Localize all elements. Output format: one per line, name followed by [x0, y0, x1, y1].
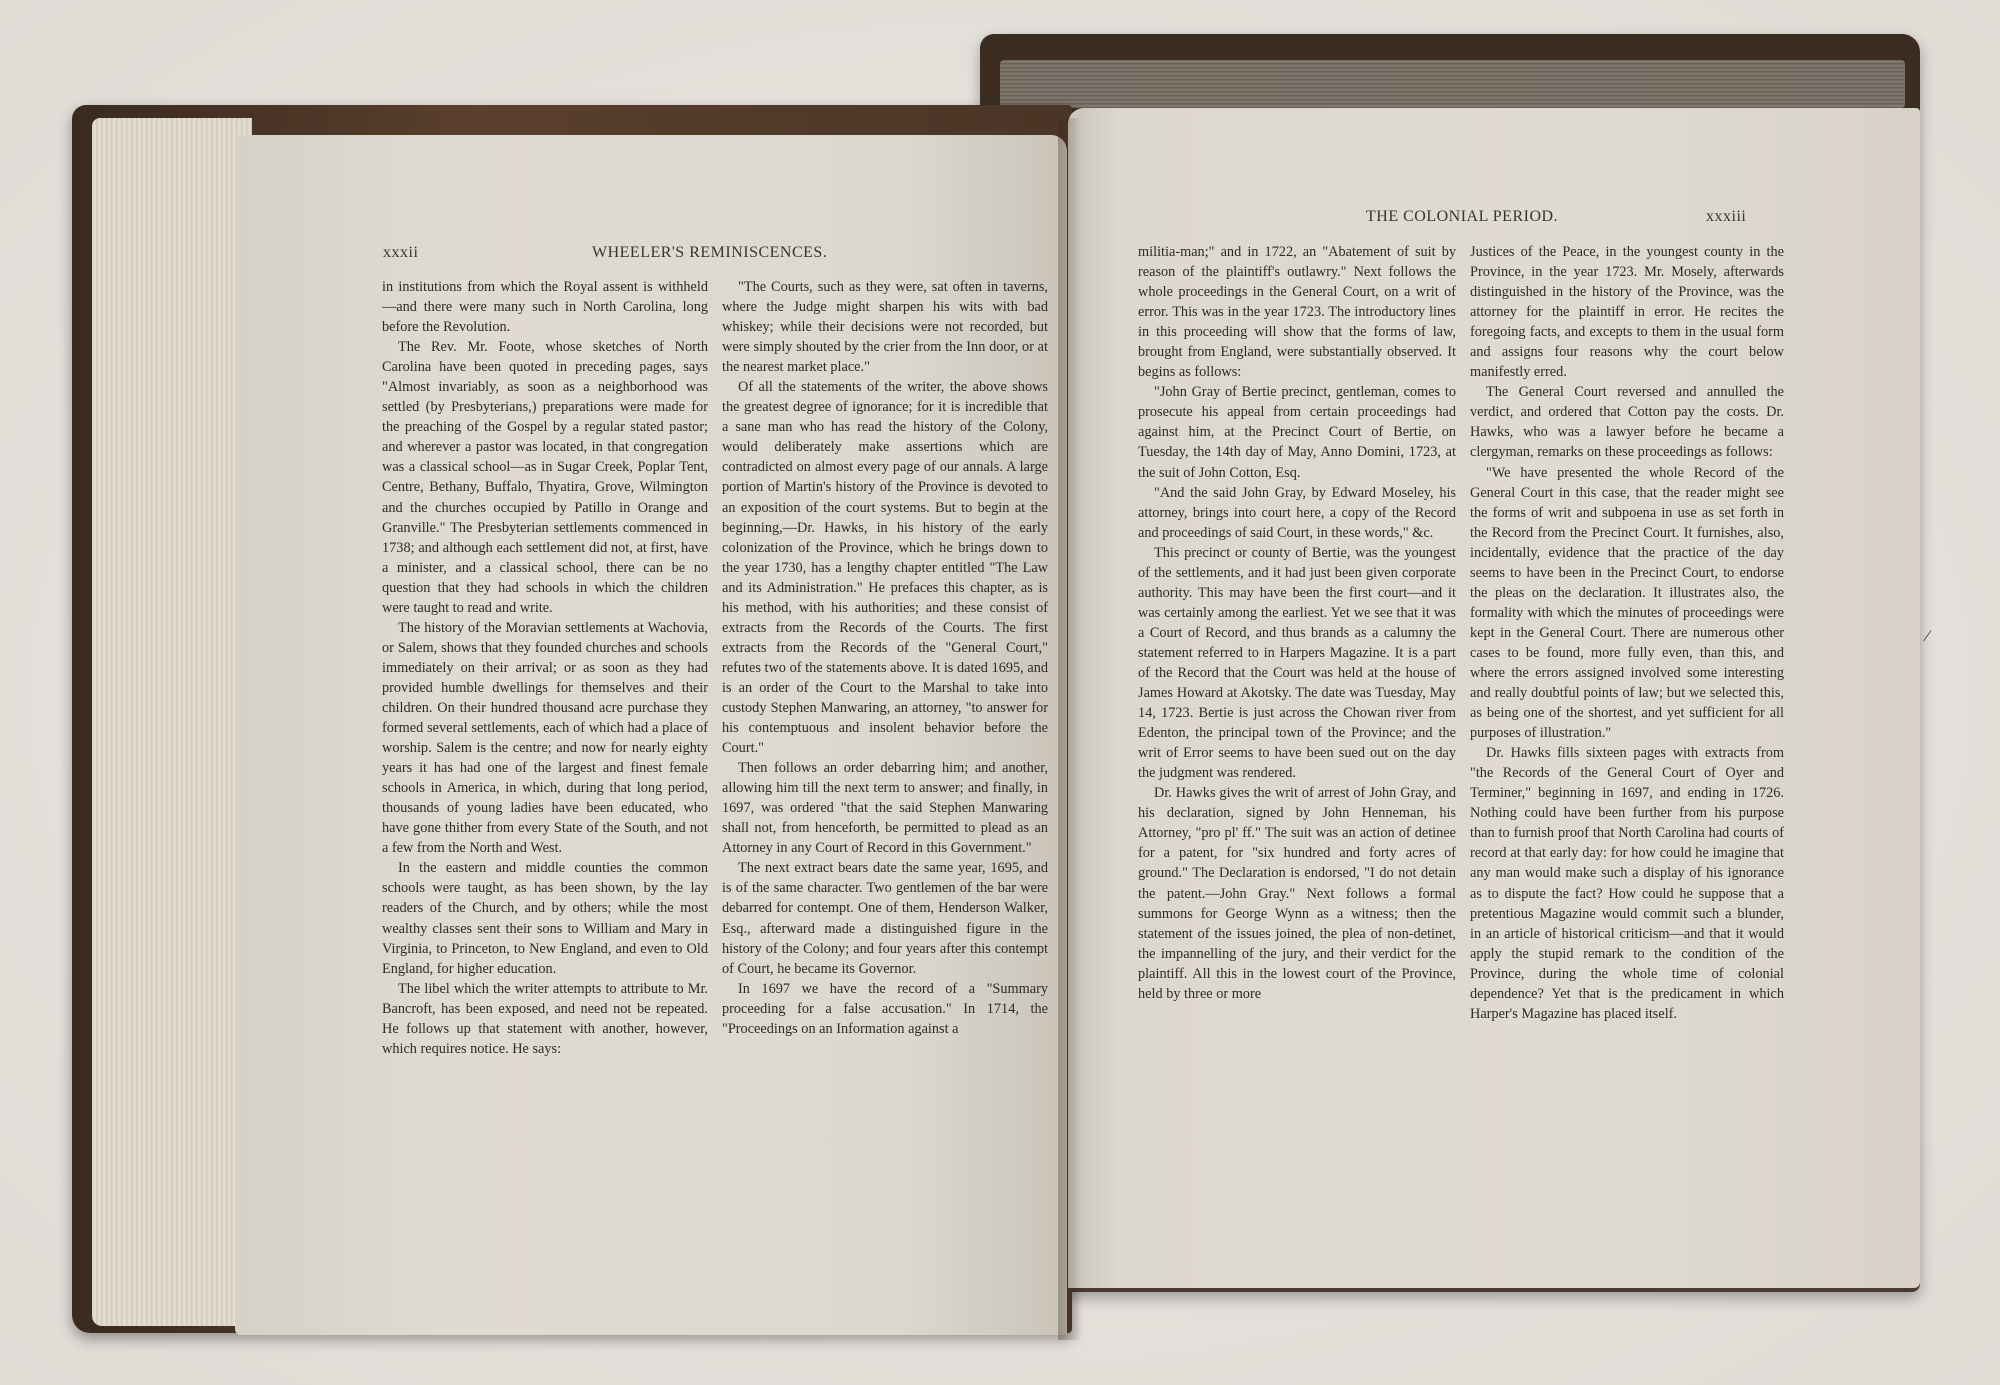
paragraph: militia-man;" and in 1722, an "Abatement of suit by reason of the plaintiff's outlawry." Next follows the whole proceedings in the General Court, on a writ of error. This was in the year 1723. The introductory lines in this proceeding will show that the forms of law, brought from England, were substantially observed. It begins as follows: — [1138, 244, 1456, 381]
paragraph: The Rev. Mr. Foote, whose sketches of North Carolina have been quoted in preceding pages, says "Almost invariably, as soon as a neighborhood was settled (by Presbyterians,) preparations were made for the preaching of the Gospel by a regular stated pastor; and wherever a pastor was located, in that congregation was a classical school—as in Sugar Creek, Poplar Tent, Centre, Bethany, Buffalo, Thyatira, Grove, Wilmington and the churches occupied by Patillo in Orange and Granville." The Presbyterian settlements commenced in 1738; and although each settlement did not, at first, have a minister, and a classical school, there can be no question that they had schools in which the children were taught to read and write. — [382, 339, 708, 616]
margin-mark: ⁄ — [1926, 628, 1929, 645]
paragraph: "John Gray of Bertie precinct, gentleman, comes to prosecute his appeal from certain proceedings had against him, at the Precinct Court of Bertie, on Tuesday, the 14th day of May, Anno Domini, 1723, at the suit of John Cotton, Esq. — [1138, 384, 1456, 481]
right-page-column-2 — [1470, 242, 1784, 1024]
left-page-column-1 — [382, 277, 708, 1059]
paragraph: Then follows an order debarring him; and another, allowing him till the next term to answer; and finally, in 1697, was ordered "that the said Stephen Manwaring shall not, from henceforth, be permitted to plead as an Attorney in any Court of Record in this Government." — [722, 760, 1048, 857]
paragraph: Justices of the Peace, in the youngest county in the Province, in the year 1723. Mr. Mosely, afterwards distinguished in the history of the Province, was the attorney for the plaintiff in error. He recites the foregoing facts, and excepts to them in the usual form and assigns four reasons why the court below manifestly erred. — [1470, 244, 1784, 381]
paragraph: in institutions from which the Royal assent is withheld—and there were many such in North Carolina, long before the Revolution. — [382, 279, 708, 336]
book-gutter — [1058, 118, 1082, 1340]
paragraph: Dr. Hawks gives the writ of arrest of John Gray, and his declaration, signed by John Henneman, his Attorney, "pro pl' ff." The suit was an action of detinee for a patent, for "six hundred and forty acres of ground." The Declaration is endorsed, "I do not detain the patent.—John Gray." Next follows a formal summons for George Wynn as a witness; then the statement of the issues joined, the plea of non-detinet, the impannelling of the jury, and their verdict for the plaintiff. All this in the lowest court of the Province, held by three or more — [1138, 785, 1456, 1002]
paragraph: Dr. Hawks fills sixteen pages with extracts from "the Records of the General Court of Oyer and Terminer," beginning in 1697, and ending in 1726. Nothing could have been further from his purpose than to furnish proof that North Carolina had courts of record at that early day: for how could he imagine that any man would make such a display of his ignorance as to dispute the fact? How could he suppose that a pretentious Magazine would commit such a blunder, in an article of historical criticism—and that it would apply the stupid remark to the condition of the Province, during the whole time of colonial dependence? Yet that is the predicament in which Harper's Magazine has placed itself. — [1470, 745, 1784, 1022]
right-page-number: xxxiii — [1706, 208, 1747, 225]
paragraph: In 1697 we have the record of a "Summary proceeding for a false accusation." In 1714, the "Proceedings on an Information against a — [722, 980, 1048, 1037]
right-page-column-1 — [1138, 242, 1456, 1004]
paragraph: The history of the Moravian settlements at Wachovia, or Salem, shows that they founded churches and schools immediately on their arrival; or as soon as they had provided humble dwellings for themselves and their children. On their hundred thousand acre purchase they formed several settlements, each of which had a place of worship. Salem is the centre; and now for nearly eighty years it has had one of the largest and finest female schools in America, in which, during that long period, thousands of young ladies have been educated, who have gone thither from every State of the South, and not a few from the North and West. — [382, 619, 708, 857]
paragraph: In the eastern and middle counties the common schools were taught, as has been shown, by the lay readers of the Church, and by others; while the most wealthy classes sent their sons to William and Mary in Virginia, to Princeton, to New England, and even to Old England, for higher education. — [382, 860, 708, 977]
paragraph: "We have presented the whole Record of the General Court in this case, that the reader might see the forms of writ and subpoena in use as set forth in the Record from the Precinct Court. It furnishes, also, incidentally, evidence that the practice of the day seems to have been in the Precinct Court, to endorse the pleas on the declaration. It illustrates also, the formality with which the minutes of proceedings were kept in the General Court. There are numerous other cases to be found, more fully even, than this, and where the errors assigned involved some interesting and really doubtful points of law; but we selected this, as being one of the shortest, and yet sufficient for all purposes of illustration." — [1470, 464, 1784, 742]
paragraph: The General Court reversed and annulled the verdict, and ordered that Cotton pay the costs. Dr. Hawks, who was a lawyer before he became a clergyman, remarks on these proceedings as follows: — [1470, 384, 1784, 461]
paragraph: The libel which the writer attempts to attribute to Mr. Bancroft, has been exposed, and need not be repeated. He follows up that statement with another, however, which requires notice. He says: — [382, 980, 708, 1057]
right-page-running-title: THE COLONIAL PERIOD. — [1366, 208, 1559, 225]
page-edges-left — [92, 118, 252, 1326]
left-page-number: xxxii — [383, 244, 419, 261]
paragraph: Of all the statements of the writer, the above shows the greatest degree of ignorance; for it is incredible that a sane man who has read the history of the Colony, would deliberately make assertions which are contradicted on almost every page of our annals. A large portion of Martin's history of the Province is devoted to an exposition of the court systems. But to begin at the beginning,—Dr. Hawks, in his history of the early colonization of the Province, which he brings down to the year 1730, has a lengthy chapter entitled "The Law and its Administration." He prefaces this chapter, as is his method, with his authorities; and these consist of extracts from the Records of the Courts. The first extracts from the Records of the "General Court," refutes two of the statements above. It is dated 1695, and is an order of the Court to the Marshal to take into custody Stephen Manwaring, an attorney, "to answer for his contemptuous and insolent behavior before the Court." — [722, 379, 1048, 757]
paragraph: The next extract bears date the same year, 1695, and is of the same character. Two gentlemen of the bar were debarred for contempt. One of them, Henderson Walker, Esq., afterward made a distinguished figure in the history of the Colony; and four years after this contempt of Court, he became its Governor. — [722, 860, 1048, 977]
paragraph: "And the said John Gray, by Edward Moseley, his attorney, brings into court here, a copy of the Record and proceedings of said Court, in these words," &c. — [1138, 484, 1456, 541]
left-page-running-title: WHEELER'S REMINISCENCES. — [592, 244, 828, 261]
page-edges-top — [1000, 60, 1905, 108]
paragraph: This precinct or county of Bertie, was the youngest of the settlements, and it had just been given corporate authority. This may have been the first court—and it was certainly among the earliest. Yet we see that it was a Court of Record, and thus brands as a calumny the statement referred to in Harpers Magazine. It is a part of the Record that the Court was held at the house of James Howard at Akotsky. The date was Tuesday, May 14, 1723. Bertie is just across the Chowan river from Edenton, the principal town of the Province; and the writ of Error seems to have been sued out on the day the judgment was rendered. — [1138, 544, 1456, 782]
left-page-column-2 — [722, 277, 1048, 1039]
paragraph: "The Courts, such as they were, sat often in taverns, where the Judge might sharpen his wits with bad whiskey; while their decisions were not recorded, but were simply shouted by the crier from the Inn door, or at the nearest market place." — [722, 279, 1048, 376]
